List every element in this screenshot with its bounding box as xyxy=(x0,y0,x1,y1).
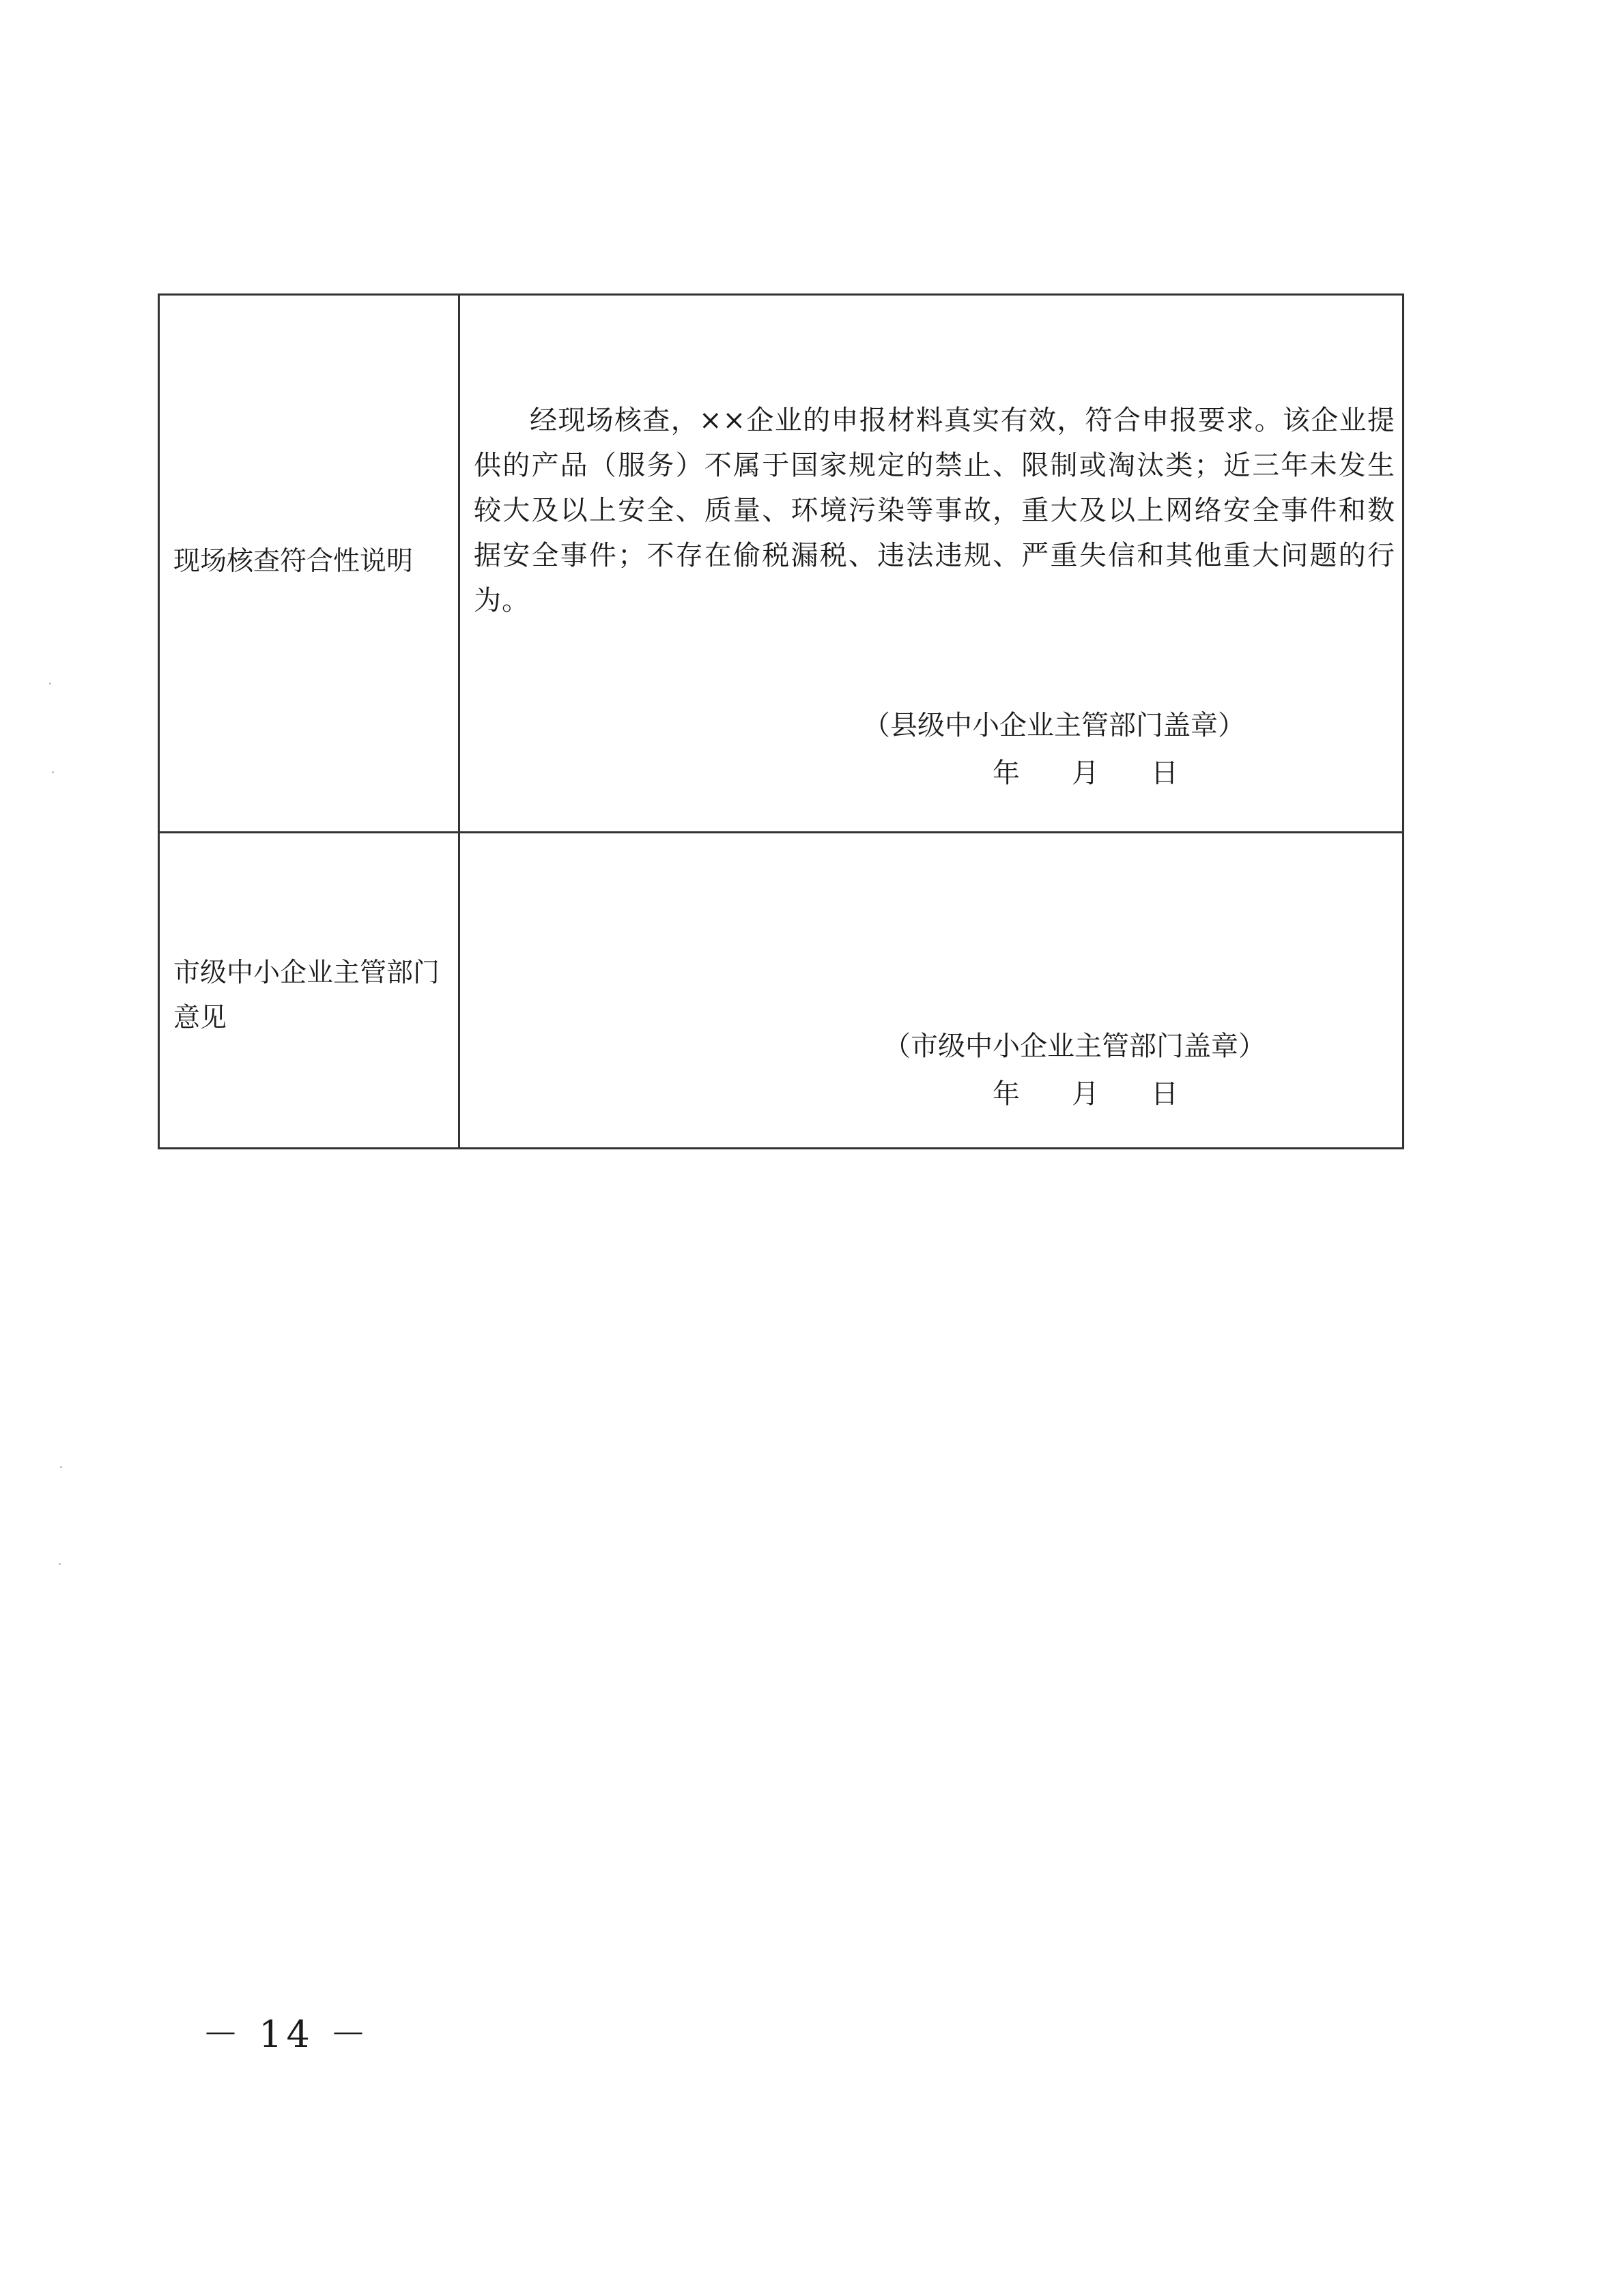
verification-statement: 经现场核查，××企业的申报材料真实有效，符合申报要求。该企业提供的产品（服务）不属于国家规定的禁止、限制或淘汰类；近三年未发生较大及以上安全、质量、环境污染等事故，重大及以上网络安全事件和数据安全事件；不存在偷税漏税、违法违规、严重失信和其他重大问题的行为。 xyxy=(474,405,1395,616)
content-cell xyxy=(460,833,1402,1147)
row-label-onsite-verification: 现场核查符合性说明 xyxy=(173,546,414,577)
date-month-label: 月 xyxy=(1072,758,1099,789)
date-year-label: 年 xyxy=(993,1078,1020,1110)
page-number: － 14 － xyxy=(202,2013,371,2056)
label-cell xyxy=(160,296,460,831)
city-seal-caption: （市级中小企业主管部门盖章） xyxy=(883,1031,1266,1062)
date-month-label: 月 xyxy=(1072,1078,1099,1110)
verification-table xyxy=(158,293,1404,1149)
scan-speck xyxy=(49,683,51,685)
row-label-city-opinion: 市级中小企业主管部门意见 xyxy=(173,958,440,1033)
county-seal-caption: （县级中小企业主管部门盖章） xyxy=(863,710,1245,741)
content-cell xyxy=(460,296,1402,831)
date-day-label: 日 xyxy=(1151,1078,1178,1110)
label-cell xyxy=(160,833,460,1147)
table-row-city-opinion xyxy=(160,833,1402,1147)
date-year-label: 年 xyxy=(993,758,1020,789)
scan-speck xyxy=(59,1563,61,1565)
county-seal-date xyxy=(993,753,1178,794)
scan-speck xyxy=(60,1466,62,1468)
table-row-onsite-verification xyxy=(160,296,1402,833)
city-seal-date xyxy=(993,1074,1178,1115)
scan-speck xyxy=(52,771,54,773)
date-day-label: 日 xyxy=(1151,758,1178,789)
